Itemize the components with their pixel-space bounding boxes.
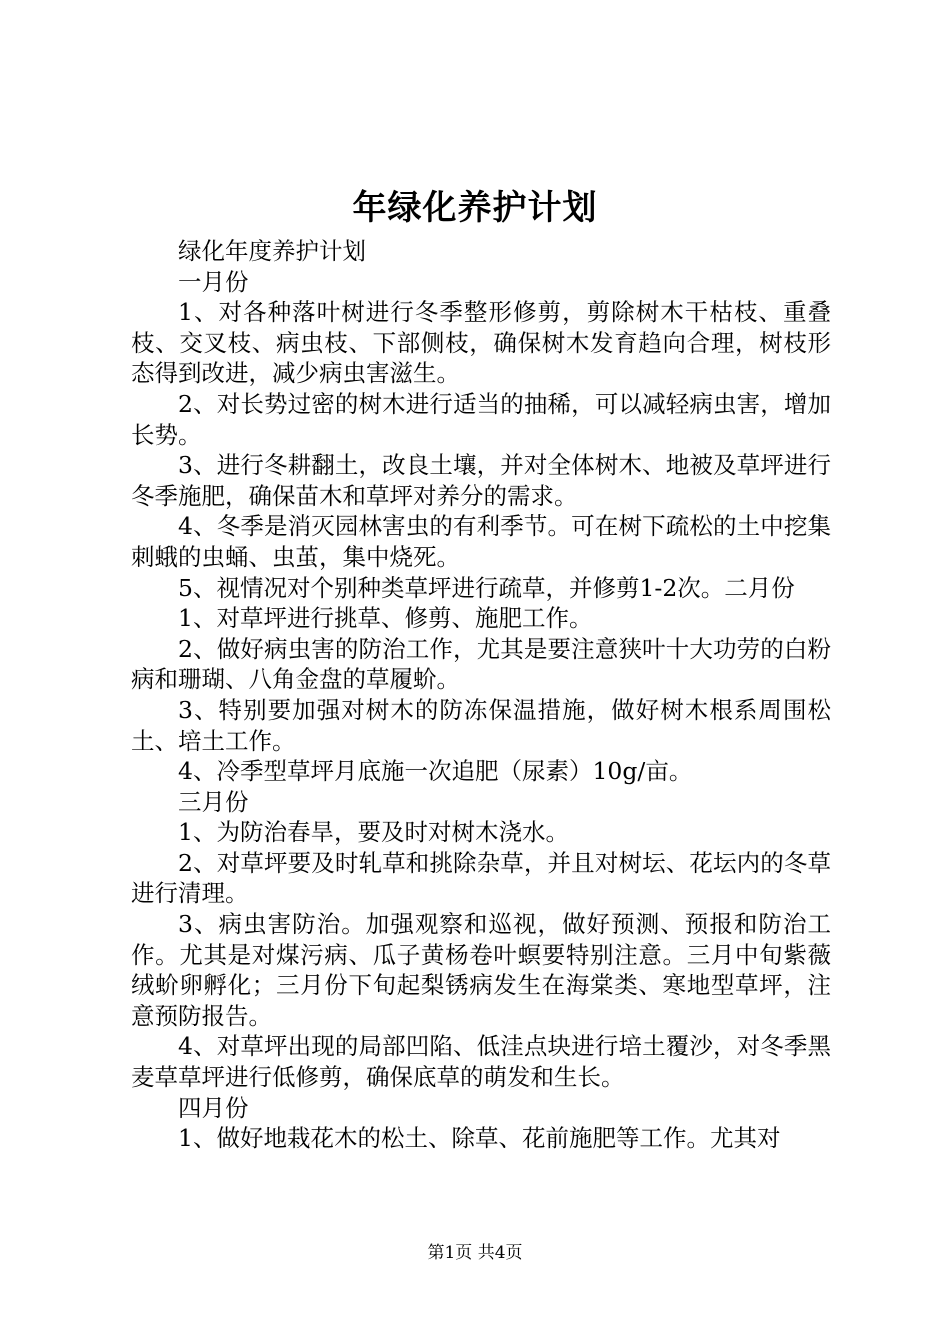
paragraph: 5、视情况对个别种类草坪进行疏草，并修剪1-2次。二月份 [178,573,795,602]
paragraph: 3、进行冬耕翻土，改良土壤，并对全体树木、地被及草坪进行冬季施肥，确保苗木和草坪对养分的需求。 [131,451,831,510]
paragraph: 1、为防治春旱，要及时对树木浇水。 [178,818,569,847]
paragraph: 2、对长势过密的树木进行适当的抽稀，可以减轻病虫害，增加长势。 [131,389,831,449]
paragraph: 4、对草坪出现的局部凹陷、低洼点块进行培土覆沙，对冬季黑麦草草坪进行低修剪，确保底草的萌发和生长。 [131,1032,831,1092]
paragraph: 1、对各种落叶树进行冬季整形修剪，剪除树木干枯枝、重叠枝、交叉枝、病虫枝、下部侧枝，确保树木发育趋向合理，树枝形态得到改进，减少病虫害滋生。 [131,298,831,388]
paragraph: 三月份 [178,787,249,816]
paragraph: 绿化年度养护计划 [178,237,366,265]
paragraph: 1、做好地栽花木的松土、除草、花前施肥等工作。尤其对 [178,1124,781,1153]
paragraph: 2、做好病虫害的防治工作，尤其是要注意狭叶十大功劳的白粉病和珊瑚、八角金盘的草履蚧。 [131,634,831,694]
paragraph: 3、病虫害防治。加强观察和巡视，做好预测、预报和防治工作。尤其是对煤污病、瓜子黄杨卷叶螟要特别注意。三月中旬紫薇绒蚧卵孵化；三月份下旬起梨锈病发生在海棠类、寒地型草坪，注意预防报告。 [131,910,831,1030]
paragraph: 4、冬季是消灭园林害虫的有利季节。可在树下疏松的土中挖集刺蛾的虫蛹、虫茧，集中烧死。 [131,512,831,571]
paragraph: 3、特别要加强对树木的防冻保温措施，做好树木根系周围松土、培土工作。 [131,695,831,755]
paragraph: 4、冷季型草坪月底施一次追肥（尿素）10g/亩。 [178,757,693,786]
paragraph: 四月份 [178,1093,249,1122]
paragraph: 1、对草坪进行挑草、修剪、施肥工作。 [178,604,593,633]
page-title: 年绿化养护计划 [352,188,598,228]
paragraph: 2、对草坪要及时轧草和挑除杂草，并且对树坛、花坛内的冬草进行清理。 [131,848,831,908]
page-footer: 第1页 共4页 [427,1243,523,1263]
paragraph: 一月份 [178,267,249,296]
document-body [131,236,831,1154]
